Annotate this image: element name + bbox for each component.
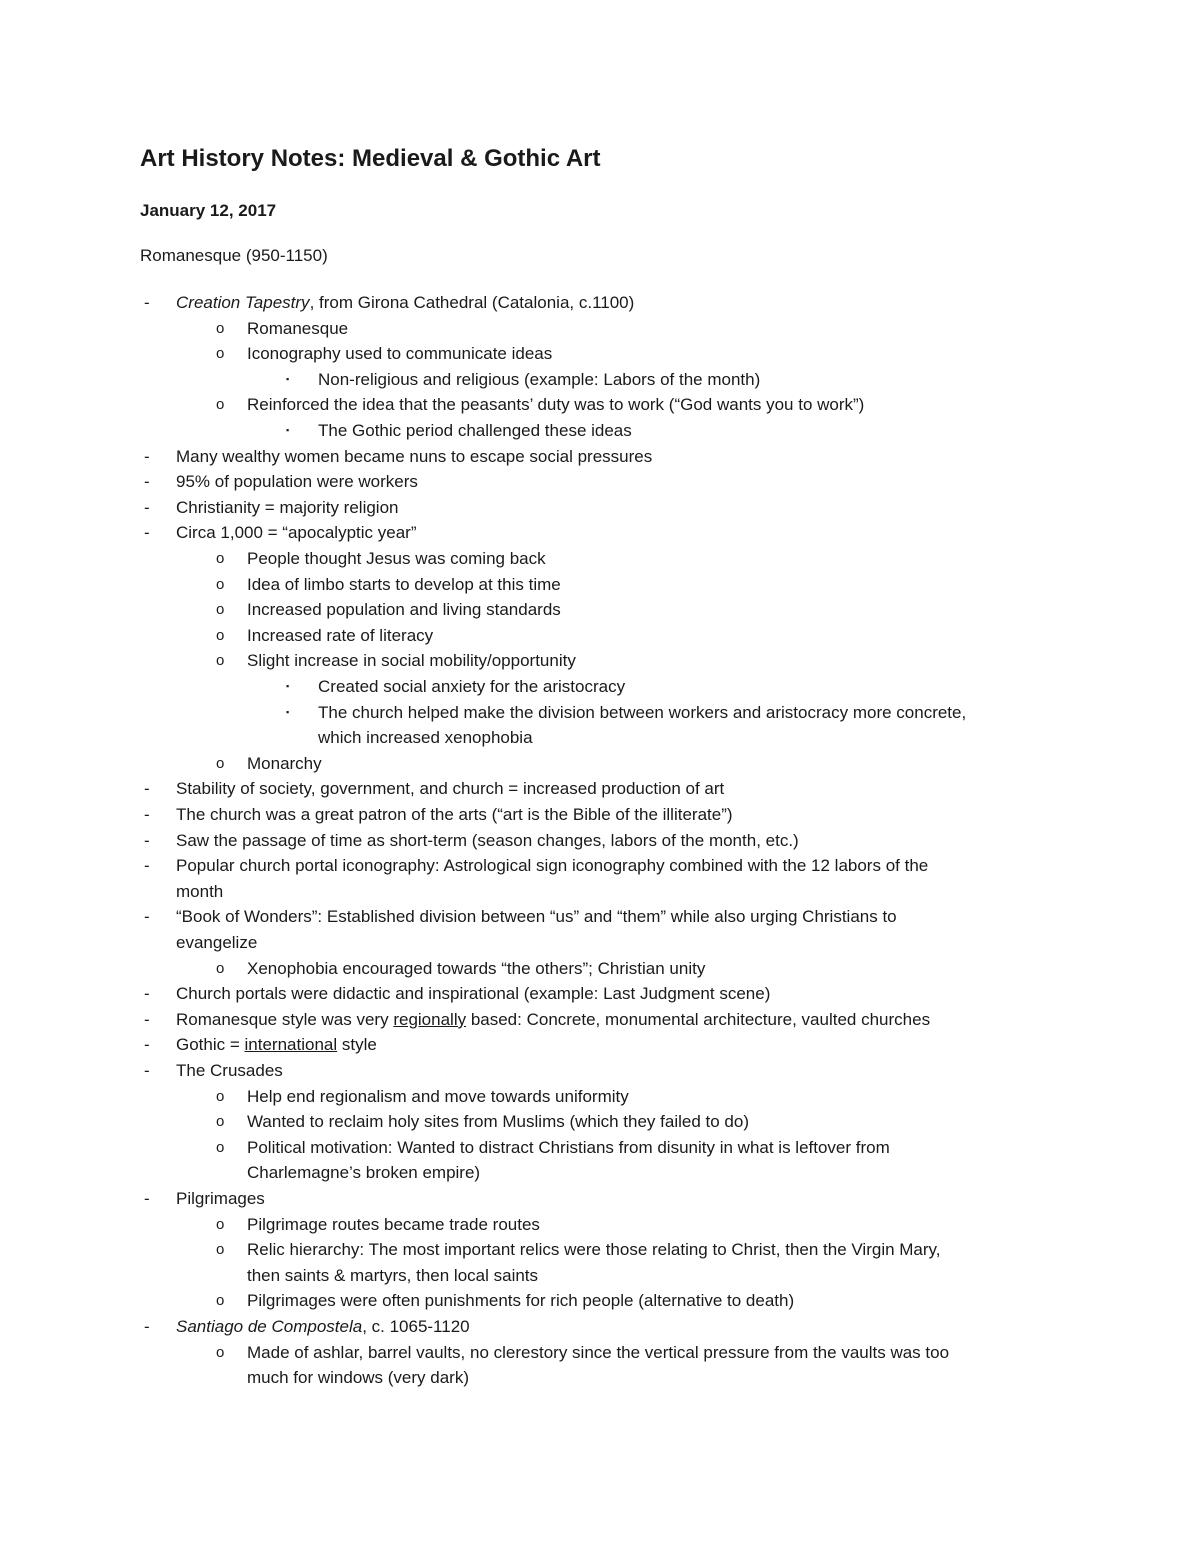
note-line bbox=[216, 648, 576, 674]
note-line bbox=[216, 341, 553, 367]
note-text: 95% of population were workers bbox=[176, 472, 418, 492]
note-text: Reinforced the idea that the peasants’ duty was to work (“God wants you to work”) bbox=[247, 395, 865, 415]
bullet-circle-icon: o bbox=[216, 396, 225, 414]
note-text: much for windows (very dark) bbox=[247, 1368, 470, 1388]
note-line bbox=[144, 1314, 470, 1340]
bullet-dash-icon: - bbox=[144, 497, 150, 517]
note-text: Stability of society, government, and church = increased production of art bbox=[176, 779, 725, 799]
bullet-circle-icon: o bbox=[216, 601, 225, 619]
bullet-circle-icon: o bbox=[216, 1215, 225, 1233]
note-text: Created social anxiety for the aristocracy bbox=[318, 677, 626, 696]
bullet-square-icon: ▪ bbox=[286, 425, 290, 435]
note-text: then saints & martyrs, then local saints bbox=[247, 1265, 539, 1285]
note-line bbox=[216, 572, 561, 598]
note-text: Christianity = majority religion bbox=[176, 497, 399, 517]
note-text: Slight increase in social mobility/opportunity bbox=[247, 651, 576, 671]
note-text: Idea of limbo starts to develop at this time bbox=[247, 574, 561, 594]
bullet-dash-icon: - bbox=[144, 1061, 150, 1080]
bullet-circle-icon: o bbox=[216, 1138, 225, 1156]
note-text: Romanesque bbox=[247, 318, 349, 338]
bullet-dash-icon: - bbox=[144, 446, 150, 466]
note-line bbox=[144, 1007, 931, 1033]
note-line bbox=[286, 700, 967, 726]
note-text: Creation Tapestry bbox=[176, 293, 310, 312]
note-text: evangelize bbox=[176, 933, 258, 952]
note-text: The church helped make the division between workers and aristocracy more concrete, bbox=[318, 702, 967, 722]
bullet-dash-icon: - bbox=[144, 1189, 150, 1208]
bullet-square-icon: ▪ bbox=[286, 373, 290, 384]
note-line bbox=[144, 853, 929, 879]
bullet-circle-icon: o bbox=[216, 652, 225, 670]
note-text: Pilgrimages were often punishments for rich people (alternative to death) bbox=[247, 1291, 795, 1311]
note-text: “Book of Wonders”: Established division between “us” and “them” while also urging Christians to bbox=[176, 907, 897, 927]
note-text: style bbox=[337, 1035, 377, 1055]
bullet-dash-icon: - bbox=[144, 472, 150, 492]
note-text: People thought Jesus was coming back bbox=[247, 549, 546, 568]
note-text: Circa 1,000 = “apocalyptic year” bbox=[176, 523, 417, 543]
note-line bbox=[216, 597, 561, 623]
note-line bbox=[216, 751, 322, 777]
note-text: Pilgrimage routes became trade routes bbox=[247, 1214, 540, 1234]
note-text: regionally bbox=[393, 1009, 467, 1029]
bullet-dash-icon: - bbox=[144, 1317, 150, 1336]
bullet-circle-icon: o bbox=[216, 959, 225, 977]
note-line bbox=[144, 1186, 265, 1212]
bullet-circle-icon: o bbox=[216, 319, 225, 337]
note-line bbox=[247, 1365, 469, 1391]
note-line bbox=[247, 1160, 480, 1186]
note-text: international bbox=[244, 1035, 338, 1055]
note-text: The church was a great patron of the arts (“art is the Bible of the illiterate”) bbox=[176, 805, 733, 824]
note-line bbox=[176, 879, 223, 905]
note-line bbox=[247, 1263, 538, 1289]
note-line bbox=[144, 776, 725, 802]
note-text: Political motivation: Wanted to distract Christians from disunity in what is leftover from bbox=[247, 1137, 890, 1157]
bullet-circle-icon: o bbox=[216, 1343, 225, 1361]
bullet-dash-icon: - bbox=[144, 856, 150, 876]
note-line bbox=[216, 1237, 941, 1263]
note-text: based: Concrete, monumental architecture, vaulted churches bbox=[466, 1009, 931, 1029]
bullet-circle-icon: o bbox=[216, 550, 225, 567]
note-text: Increased population and living standards bbox=[247, 600, 561, 620]
note-text: Charlemagne’s broken empire) bbox=[247, 1163, 481, 1183]
section-heading: Romanesque (950-1150) bbox=[140, 246, 328, 265]
bullet-dash-icon: - bbox=[144, 1009, 150, 1029]
note-text: Made of ashlar, barrel vaults, no clerestory since the vertical pressure from the vaults was too bbox=[247, 1342, 950, 1362]
bullet-circle-icon: o bbox=[216, 1113, 225, 1131]
note-line bbox=[216, 1109, 749, 1135]
note-text: Help end regionalism and move towards uniformity bbox=[247, 1086, 629, 1106]
note-line bbox=[144, 444, 653, 470]
note-line bbox=[216, 1288, 795, 1314]
note-line bbox=[216, 1340, 950, 1366]
note-line bbox=[286, 367, 761, 393]
note-line bbox=[216, 1135, 890, 1161]
note-line bbox=[144, 904, 897, 930]
note-line bbox=[144, 495, 399, 521]
bullet-square-icon: ▪ bbox=[286, 706, 290, 717]
note-text: which increased xenophobia bbox=[318, 728, 533, 748]
note-text: Church portals were didactic and inspirational (example: Last Judgment scene) bbox=[176, 984, 771, 1004]
note-text: Iconography used to communicate ideas bbox=[247, 344, 553, 364]
document-title: Art History Notes: Medieval & Gothic Art bbox=[140, 145, 601, 172]
note-text: Non-religious and religious (example: Labors of the month) bbox=[318, 369, 761, 389]
note-line bbox=[144, 1058, 283, 1084]
note-line bbox=[144, 520, 417, 546]
bullet-circle-icon: o bbox=[216, 1292, 225, 1310]
note-text: Saw the passage of time as short-term (season changes, labors of the month, etc.) bbox=[176, 830, 799, 850]
note-line bbox=[286, 418, 632, 444]
bullet-circle-icon: o bbox=[216, 345, 225, 363]
bullet-circle-icon: o bbox=[216, 626, 225, 644]
bullet-dash-icon: - bbox=[144, 907, 150, 927]
bullet-dash-icon: - bbox=[144, 293, 150, 312]
note-text: month bbox=[176, 881, 224, 901]
note-line bbox=[144, 802, 733, 828]
bullet-circle-icon: o bbox=[216, 754, 225, 772]
bullet-circle-icon: o bbox=[216, 1087, 225, 1105]
note-text: Wanted to reclaim holy sites from Muslims (which they failed to do) bbox=[247, 1112, 749, 1132]
bullet-square-icon: ▪ bbox=[286, 681, 290, 691]
note-line bbox=[216, 623, 434, 649]
note-line bbox=[144, 828, 799, 854]
note-text: Xenophobia encouraged towards “the others”; Christian unity bbox=[247, 958, 706, 978]
note-text: Santiago de Compostela bbox=[176, 1317, 363, 1336]
note-text: Gothic = bbox=[176, 1035, 245, 1055]
bullet-dash-icon: - bbox=[144, 779, 150, 799]
note-text: , from Girona Cathedral (Catalonia, c.1100) bbox=[309, 293, 635, 312]
note-line bbox=[216, 546, 546, 572]
bullet-circle-icon: o bbox=[216, 1241, 225, 1259]
note-text: Increased rate of literacy bbox=[247, 625, 434, 645]
note-text: Many wealthy women became nuns to escape social pressures bbox=[176, 446, 653, 466]
bullet-dash-icon: - bbox=[144, 805, 150, 824]
note-text: Monarchy bbox=[247, 753, 322, 773]
note-text: The Crusades bbox=[176, 1061, 283, 1080]
note-line bbox=[216, 392, 865, 418]
note-date: January 12, 2017 bbox=[140, 201, 277, 220]
note-text: Popular church portal iconography: Astrological sign iconography combined with the 12 labors of the bbox=[176, 856, 929, 876]
note-line bbox=[144, 469, 418, 495]
note-text: The Gothic period challenged these ideas bbox=[318, 421, 632, 440]
note-line bbox=[216, 1212, 540, 1238]
bullet-dash-icon: - bbox=[144, 1035, 150, 1055]
note-line bbox=[216, 956, 706, 982]
bullet-dash-icon: - bbox=[144, 984, 150, 1004]
note-line bbox=[318, 725, 533, 751]
note-line bbox=[176, 930, 257, 956]
note-text: , c. 1065-1120 bbox=[362, 1317, 470, 1336]
bullet-circle-icon: o bbox=[216, 575, 225, 593]
note-line bbox=[144, 981, 771, 1007]
bullet-dash-icon: - bbox=[144, 830, 150, 850]
note-text: Relic hierarchy: The most important relics were those relating to Christ, then the Virgin Mary, bbox=[247, 1240, 941, 1260]
note-text: Pilgrimages bbox=[176, 1189, 265, 1208]
bullet-dash-icon: - bbox=[144, 523, 150, 543]
note-text: Romanesque style was very bbox=[176, 1009, 394, 1029]
note-line bbox=[216, 1084, 629, 1110]
note-line bbox=[286, 674, 626, 700]
note-line bbox=[144, 290, 635, 316]
note-line bbox=[216, 316, 349, 342]
note-line bbox=[144, 1032, 377, 1058]
